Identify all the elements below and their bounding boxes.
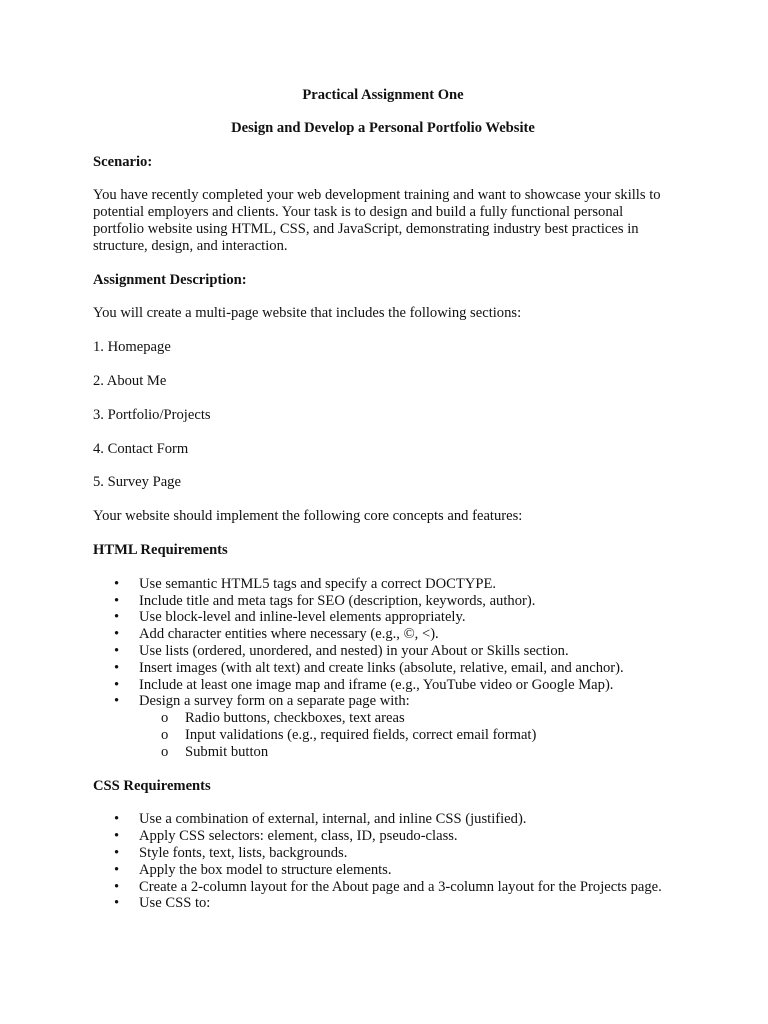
scenario-heading: Scenario:	[93, 153, 153, 170]
list-item	[93, 677, 673, 694]
document-subtitle: Design and Develop a Personal Portfolio Website	[231, 119, 535, 136]
list-item-text: Insert images (with alt text) and create links (absolute, relative, email, and anchor).	[139, 659, 624, 676]
list-item-text: Use a combination of external, internal, and inline CSS (justified).	[139, 811, 527, 828]
css-requirements-list	[93, 811, 673, 912]
bullet-icon: •	[114, 844, 120, 861]
section-item-portfolio: 3. Portfolio/Projects	[93, 406, 211, 423]
bullet-icon: •	[114, 828, 120, 845]
section-item-about: 2. About Me	[93, 372, 167, 389]
list-item	[93, 828, 673, 845]
survey-form-sublist	[139, 710, 673, 760]
sub-list-item-text: Input validations (e.g., required fields, correct email format)	[185, 726, 537, 743]
list-item	[93, 811, 673, 828]
list-item-text: Use CSS to:	[139, 895, 211, 912]
bullet-icon: •	[114, 861, 120, 878]
list-item-text: Include at least one image map and iframe (e.g., YouTube video or Google Map).	[139, 676, 614, 693]
list-item	[93, 879, 673, 896]
section-item-survey: 5. Survey Page	[93, 474, 181, 491]
bullet-icon: •	[114, 642, 120, 659]
list-item	[93, 693, 673, 760]
assignment-outro: Your website should implement the following core concepts and features:	[93, 508, 523, 525]
list-item-text: Include title and meta tags for SEO (description, keywords, author).	[139, 592, 536, 609]
sub-list-item	[139, 727, 673, 744]
list-item-text: Create a 2-column layout for the About page and a 3-column layout for the Projects page.	[139, 878, 662, 895]
list-item	[93, 609, 673, 626]
list-item	[93, 643, 673, 660]
section-item-contact: 4. Contact Form	[93, 440, 189, 457]
section-item-homepage: 1. Homepage	[93, 339, 171, 356]
list-item	[93, 845, 673, 862]
list-item-text: Style fonts, text, lists, backgrounds.	[139, 844, 348, 861]
bullet-icon: •	[114, 811, 120, 828]
list-item-text: Apply CSS selectors: element, class, ID, pseudo-class.	[139, 828, 458, 845]
sub-list-item	[139, 710, 673, 727]
bullet-icon: •	[114, 609, 120, 626]
document-page	[93, 87, 673, 929]
list-item-text: Use lists (ordered, unordered, and nested) in your About or Skills section.	[139, 642, 569, 659]
circle-bullet-icon: o	[161, 710, 169, 727]
list-item-text: Add character entities where necessary (e.g., ©, <).	[139, 626, 439, 643]
list-item	[93, 593, 673, 610]
list-item	[93, 576, 673, 593]
list-item	[93, 862, 673, 879]
assignment-heading: Assignment Description:	[93, 271, 247, 288]
bullet-icon: •	[114, 626, 120, 643]
list-item-text: Design a survey form on a separate page with:	[139, 693, 410, 710]
bullet-icon: •	[114, 676, 120, 693]
bullet-icon: •	[114, 878, 120, 895]
sub-list-item	[139, 744, 673, 761]
sub-list-item-text: Submit button	[185, 743, 269, 760]
list-item-text: Apply the box model to structure elements.	[139, 861, 392, 878]
list-item	[93, 626, 673, 643]
bullet-icon: •	[114, 575, 120, 592]
list-item-text: Use semantic HTML5 tags and specify a correct DOCTYPE.	[139, 575, 497, 592]
circle-bullet-icon: o	[161, 743, 169, 760]
bullet-icon: •	[114, 659, 120, 676]
list-item	[93, 895, 673, 912]
bullet-icon: •	[114, 592, 120, 609]
sub-list-item-text: Radio buttons, checkboxes, text areas	[185, 710, 405, 727]
html-requirements-heading: HTML Requirements	[93, 541, 228, 558]
scenario-text: You have recently completed your web development training and want to showcase your skills to potential employers and clients. Your task is to design and build a fully functional personal portfolio website using HTML, CSS, and JavaScript, demonstrating industry best practices in structure, design, and interaction.	[93, 187, 661, 254]
html-requirements-list	[93, 576, 673, 761]
assignment-intro: You will create a multi-page website that includes the following sections:	[93, 305, 522, 322]
circle-bullet-icon: o	[161, 726, 169, 743]
bullet-icon: •	[114, 895, 120, 912]
bullet-icon: •	[114, 693, 120, 710]
list-item	[93, 660, 673, 677]
css-requirements-heading: CSS Requirements	[93, 777, 211, 794]
list-item-text: Use block-level and inline-level elements appropriately.	[139, 609, 466, 626]
document-title: Practical Assignment One	[302, 87, 464, 103]
